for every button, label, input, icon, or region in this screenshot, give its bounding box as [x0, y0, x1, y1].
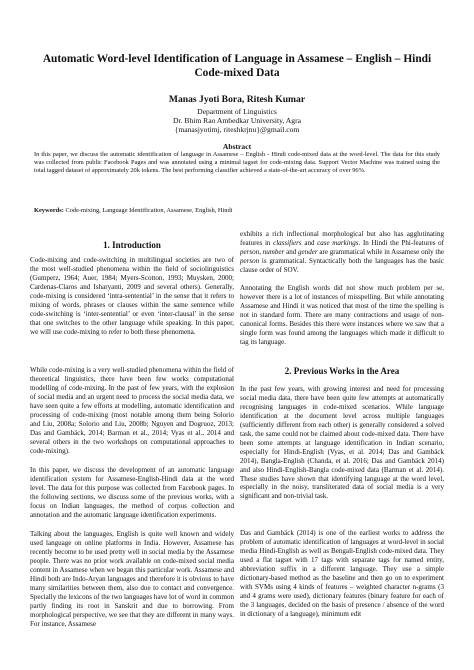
email: {manasjyotimj, riteshkrjnu}@gmail.com	[174, 125, 300, 134]
abstract-heading: Abstract	[222, 142, 252, 151]
text-run: ,	[259, 247, 263, 256]
text-run: are grammatical while in Assamese only the	[317, 247, 445, 256]
italic-term: case markings	[317, 238, 359, 247]
section-1-heading: 1. Introduction	[103, 240, 161, 250]
text-run: and	[301, 238, 318, 247]
prev-paragraph-2-text: Das and Gambäck (2014) is one of the earliest works to address the problem of automatic identification of languages at word-level in social media Hindi-English as well as Bengali-English code-mixed data. They used a flat tagset with 17 tags with separate tags for named entity, abbreviation suffix in a different language. They use a simple dictionary-based method as the baseline and then go on to experiment with SVMs using 4 kinds of features – weighted character n-grams (3 and 4 grams were used), dictionary features (binary feature for each of the 3 languages, decided on the basis of presence / absence of the word in dictionary of a language), minimum edit	[240, 529, 444, 618]
prev-paragraph-2	[240, 529, 444, 619]
prev-paragraph-1	[240, 385, 444, 501]
right-paragraph-2-text: Annotating the English words did not show much problem per se, however there is a lot of instances of misspelling. But while annotating Assamese and Hindi it was noticed that most of the time the spelling is not in standard form. There are many contractions and usage of non-canonical forms. Besides this there were instances where we saw that a single form was found among the languages which made it difficult to tag its language.	[240, 284, 444, 346]
department: Department of Linguistics	[197, 107, 277, 116]
italic-term: classifiers	[273, 238, 302, 247]
authors: Manas Jyoti Bora, Ritesh Kumar	[168, 94, 306, 105]
paper-title: Automatic Word-level Identification of Language in Assamese – English – Hindi Code-mixed Data	[42, 53, 432, 79]
intro-paragraph-3-text: In this paper, we discuss the development of an automatic language identification system for Assamese-English-Hindi data at the word level. The data for this purpose was collected from Facebook pages. In the following sections, we discuss some of the previous works, with a focus on Indian languages, the method of corpus collection and annotation and the automatic language identification experiments.	[30, 466, 234, 519]
intro-paragraph-1-text: Code-mixing and code-switching in multilingual societies are two of the most well-studied phenomena within the field of sociolinguistics (Gumperz, 1964; Auer, 1984; Myers-Scotton, 1993; Muysken, 2000; Cardenas-Claros and Isharyanti, 2009 and several others). Generally, code-mixing is considered ‘intra-sentential’ in the sense that it refers to mixing of words, phrases or clauses within the same sentence while code-switching is ‘inter-sentential’ or even ‘inter-clausal’ in the sense that one switches to the other language while speaking. In this paper, we will use code-mixing to refer to both these phenomena.	[30, 256, 234, 336]
intro-paragraph-1	[30, 256, 234, 337]
right-paragraph-2	[240, 284, 444, 347]
text-run: is grammatical. Syntactically both the languages has the basic clause order of SOV.	[240, 256, 444, 274]
intro-paragraph-2	[30, 366, 234, 456]
keywords-label: Keywords:	[34, 207, 64, 214]
prev-paragraph-1-text: In the past few years, with growing interest and need for processing social media data, there have been quite few attempts at automatically recognising languages in code-mixed scenarios. While language identification at the document level across multiple languages (sufficiently different from each other) is generally considered a solved task, the same could not be claimed about code-mixed data. There have been some attempts at language identification in Indian scenario, especially for Hindi-English (Vyas, et al. 2014; Das and Gambäck 2014), Bangla-English (Chanda, et al. 2016; Das and Gambäck 2014) and also Hindi-English-Bangla code-mixed data (Barman et al. 2014). These studies have shown that identifying language at the word level, especially in the noisy, transliterated data of social media is a very significant and non-trivial task.	[240, 385, 444, 501]
intro-paragraph-2-text: While code-mixing is a very well-studied phenomena within the field of theoretical linguistics, there have been few works computational modelling of code-mixing. In the past of few years, with the explosion of social media and an urgent need to process the social media data, we have seen quite a few efforts at modelling, automatic identification and processing of code-mixing (most notable among them being Solorio and Liu, 2008a; Solorio and Liu, 2008b; Nguyen and Dogruoz, 2013; Das and Gambäck, 2014; Barman et al., 2014; Vyas et al., 2014 and several others in the two workshops on computational approaches to code-mixing).	[30, 366, 234, 455]
italic-term: person	[240, 256, 260, 265]
intro-paragraph-4-text: Talking about the languages, English is quite well known and widely used language on online platforms in India. However, Assamese has recently become to be used pretty well in social media by the Assamese people. There was no prior work available on code-mixed social media content in Assamese when we began this particular work. Assamese and Hindi both are Indo-Aryan languages and therefore it is obvious to have many similarities between them, also due to contact and convergence. Specially the lexicons of the two languages have lot of word in common partly finding its root in Sanskrit and due to borrowing. From morphological perspective, we see that they are different in many ways. For instance, Assamese	[30, 530, 234, 628]
text-run: . In Hindi the Phi-features of	[358, 238, 444, 247]
university: Dr. Bhim Rao Ambedkar University, Agra	[173, 116, 301, 125]
italic-term: gender	[298, 247, 318, 256]
abstract-text: In this paper, we discuss the automatic identification of language in Assamese – English - Hindi code-mixed data at the word-level. The data for this study was collected from public Facebook Pages and was annotated using a minimal tagset for code-mixing data. Support Vector Machine was trained using the total tagged dataset of approximately 20k tokens. The best performing classifier achieved a state-of-the-art accuracy of over 96%.	[34, 151, 440, 175]
keywords-text: Code-mixing, Language Identification, Assamese, English, Hindi	[65, 207, 233, 214]
italic-term: number	[262, 247, 285, 256]
italic-term: person	[240, 247, 260, 256]
text-run: exhibits a rich inflectional morphological but also has agglutinating features in	[240, 230, 444, 247]
text-run: and	[284, 247, 299, 256]
keywords	[34, 207, 440, 215]
intro-paragraph-4	[30, 530, 234, 628]
intro-paragraph-3	[30, 466, 234, 520]
section-2-heading: 2. Previous Works in the Area	[284, 366, 400, 376]
right-paragraph-1	[240, 230, 444, 275]
